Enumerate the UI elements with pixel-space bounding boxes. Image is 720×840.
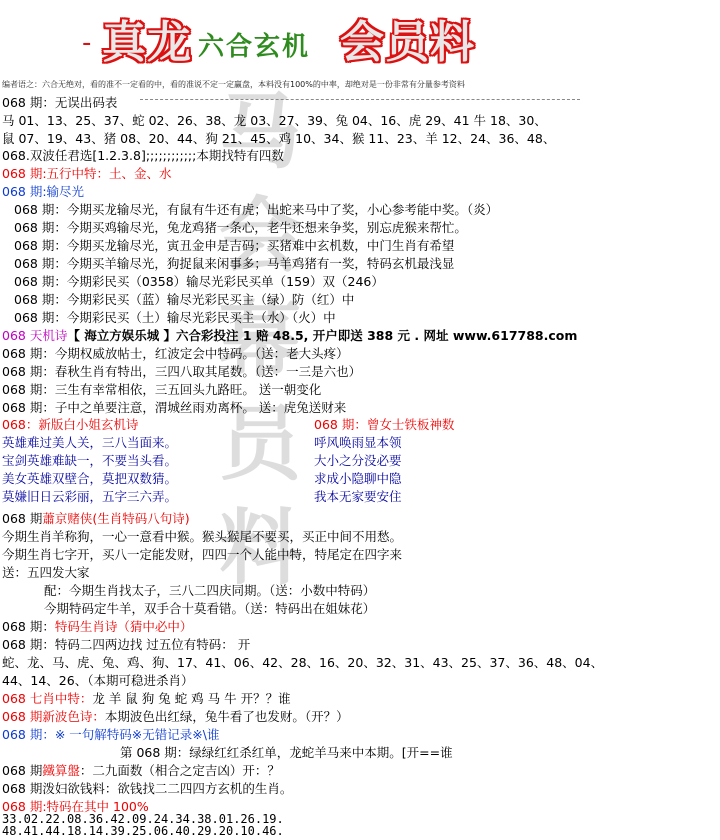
line-label: 068 期:: [2, 166, 47, 181]
line-gambler-5: 今期特码定牛羊，双手合十莫看错。（送：特码出在姐妹花）: [44, 601, 376, 616]
line-numbers-2: 48.41.44.18.14.39.25.06.40.29.20.10.46.: [2, 824, 284, 838]
line-label: 068 期: [2, 511, 43, 526]
title-middle: 六合玄机: [198, 32, 311, 62]
watermark-char: 马: [218, 84, 301, 180]
header-dash: -: [82, 28, 92, 58]
line-lose-7: 068 期：今期彩民买（土）输尽光彩民买主（水）（火）中: [14, 310, 336, 325]
line-label: 068 期:: [2, 184, 47, 199]
line-poem-2: 068 期：春秋生肖有特出，三四八取其尾数。（送：一三是六也）: [2, 364, 362, 379]
line-lose-5: 068 期：今期彩民买（0358）输尽光彩民买单（159）双（246）: [14, 274, 384, 289]
line-label: 068 期:: [2, 799, 47, 814]
line-zodiac-poem-2: 蛇、龙、马、虎、兔、鸡、狗、17、41、06、42、28、16、20、32、31、43、25、37、36、48、04、: [2, 655, 604, 670]
line-zeng-1: 呼风唤雨显本领: [314, 435, 402, 450]
line-white-lady-2: 宝剑英雄难缺一，不要当头看。: [2, 453, 178, 468]
line-label: 068 期：: [2, 619, 55, 634]
line-lose-3: 068 期：今期买龙输尽光，寅丑金申是吉码；买猪难中玄机数，中门生肖有希望: [14, 238, 455, 253]
line-zeng-4: 我本无家要安住: [314, 489, 402, 504]
divider: [140, 99, 580, 100]
line-code-table-1: 马 01、13、25、37、蛇 02、26、38、龙 03、27、39、兔 04、16、虎 29、41 牛 18、30、: [2, 113, 547, 128]
line-mid: 鐵算盤: [42, 763, 80, 778]
line-label: 068 期：: [2, 727, 55, 742]
line-white-lady-1: 英雄难过美人关，三八当面来。: [2, 435, 178, 450]
line-shrew: 068 期泼妇欲钱料：欲钱找二二四四方玄机的生肖。: [2, 781, 293, 796]
line-gambler-4: 配：今期生肖找太子，三八二四庆同期。（送：小数中特码）: [44, 583, 376, 598]
line-lose-1: 068 期：今期买龙输尽光，有鼠有牛还有虎；出蛇来马中了奖，小心参考能中奖。（炎）: [14, 202, 499, 217]
line-code-table-title: 068 期：无误出码表: [2, 95, 118, 110]
line-label: 068 七肖中特：: [2, 691, 93, 706]
line-poem-1: 068 期：今期权威放帖士，红波定会中特码。（送：老大头疼）: [2, 346, 349, 361]
line-white-lady-4: 莫嫌旧日云彩丽，五字三六弄。: [2, 489, 178, 504]
line-label: 068 期: [2, 763, 43, 778]
line-gambler-title: [2, 510, 190, 528]
line-zodiac-poem-1: 068 期：特码二四两边找 过五位有特码： 开: [2, 637, 251, 652]
line-gambler-3: 送：五四发大家: [2, 565, 90, 580]
line-double-wave: 068.双波任君选[1.2.3.8];;;;;;;;;;;;本期找特有四数: [2, 148, 284, 163]
line-zeng-3: 求成小隐聊中隐: [314, 471, 402, 486]
line-five-elements: [2, 165, 172, 183]
watermark-char: 员: [218, 396, 301, 492]
line-lose-2: 068 期：今期买鸡输尽光，兔龙鸡猪一条心，老牛还想来争奖，别忘虎猴来帮忙。: [14, 220, 467, 235]
line-zeng-2: 大小之分没必要: [314, 453, 402, 468]
line-tianji-ad: [2, 327, 577, 345]
line-text: ※ 一句解特码※无错记录※\谁: [54, 727, 220, 742]
title-right: 会员料: [340, 17, 475, 68]
watermark-char: 会: [218, 188, 301, 284]
line-text: 特码生肖诗（猜中必中）: [54, 619, 193, 634]
line-one-sentence: [2, 726, 219, 744]
watermark-char: 幕: [218, 292, 301, 388]
line-text: 五行中特：土、金、水: [46, 166, 172, 181]
line-text: 龙 羊 鼠 狗 兔 蛇 鸡 马 牛 开？？谁: [92, 691, 291, 706]
line-text: 特码在其中 100%: [46, 799, 149, 814]
line-white-lady-3: 美女英雄双壁合，莫把双数猜。: [2, 471, 178, 486]
line-zodiac-poem-3: 44、14、26、（本期可稳进杀肖）: [2, 673, 194, 688]
line-text: 输尽光: [46, 184, 85, 199]
line-poem-4: 068 期：子中之单要注意，渭城丝雨劝离杯。 送：虎兔送财来: [2, 400, 347, 415]
line-numbers-1: 33.02.22.08.36.42.09.24.34.38.01.26.19.: [2, 812, 284, 826]
line-one-sentence-body: 第 068 期：绿绿红红杀红单，龙蛇羊马来中本期。[开==谁: [120, 745, 453, 760]
line-abacus: [2, 762, 280, 780]
line-lose-6: 068 期：今期彩民买（蓝）输尽光彩民买主（绿）防（红）中: [14, 292, 355, 307]
line-text: 蕭京赌侠(生肖特码八句诗): [42, 511, 190, 526]
editor-note: 编者语之：六合无绝对，看的准不一定看的中，看的准说不定一定赢盘，本料没有100%的中率，却绝对是一份非常有分量参考资料: [2, 80, 465, 89]
line-text: 本期波色出红绿，兔牛看了也发财。（开？）: [104, 709, 349, 724]
line-seven-zodiac: [2, 690, 291, 708]
line-gambler-2: 今期生肖七字开，买八一定能发财，四四一个人能中特，特尾定在四字来: [2, 547, 403, 562]
title-left: 真龙: [102, 17, 192, 68]
line-text: ：二九面数（相合之定吉凶）开：？: [79, 763, 280, 778]
line-zeng-title: 068 期：曾女士铁板神数: [314, 417, 455, 432]
watermark-char: 料: [218, 500, 301, 596]
line-label: 068 天机诗: [2, 328, 68, 343]
ad-link[interactable]: 【 海立方娱乐城 】六合彩投注 1 赔 48.5, 开户即送 388 元 . 网址 www.617788.com: [67, 328, 578, 343]
line-lose-4: 068 期：今期买羊输尽光，狗捉鼠来闲事多；马羊鸡猪有一奖，特码玄机最浅显: [14, 256, 455, 271]
line-wave-poem: [2, 708, 349, 726]
line-zodiac-poem-title: [2, 618, 192, 636]
line-white-lady-title: 068：新版白小姐玄机诗: [2, 417, 139, 432]
line-label: 068 期新波色诗：: [2, 709, 105, 724]
line-poem-3: 068 期：三生有幸常相依，三五回头九路旺。 送一朝变化: [2, 382, 322, 397]
line-gambler-1: 今期生肖羊称狗，一心一意看中猴。猴头猴尾不要买，买正中间不用愁。: [2, 529, 403, 544]
line-lose-all: [2, 183, 84, 201]
line-code-table-2: 鼠 07、19、43、猪 08、20、44、狗 21、45、鸡 10、34、猴 11、23、羊 12、24、36、48、: [2, 131, 556, 146]
header-banner: [0, 0, 720, 76]
